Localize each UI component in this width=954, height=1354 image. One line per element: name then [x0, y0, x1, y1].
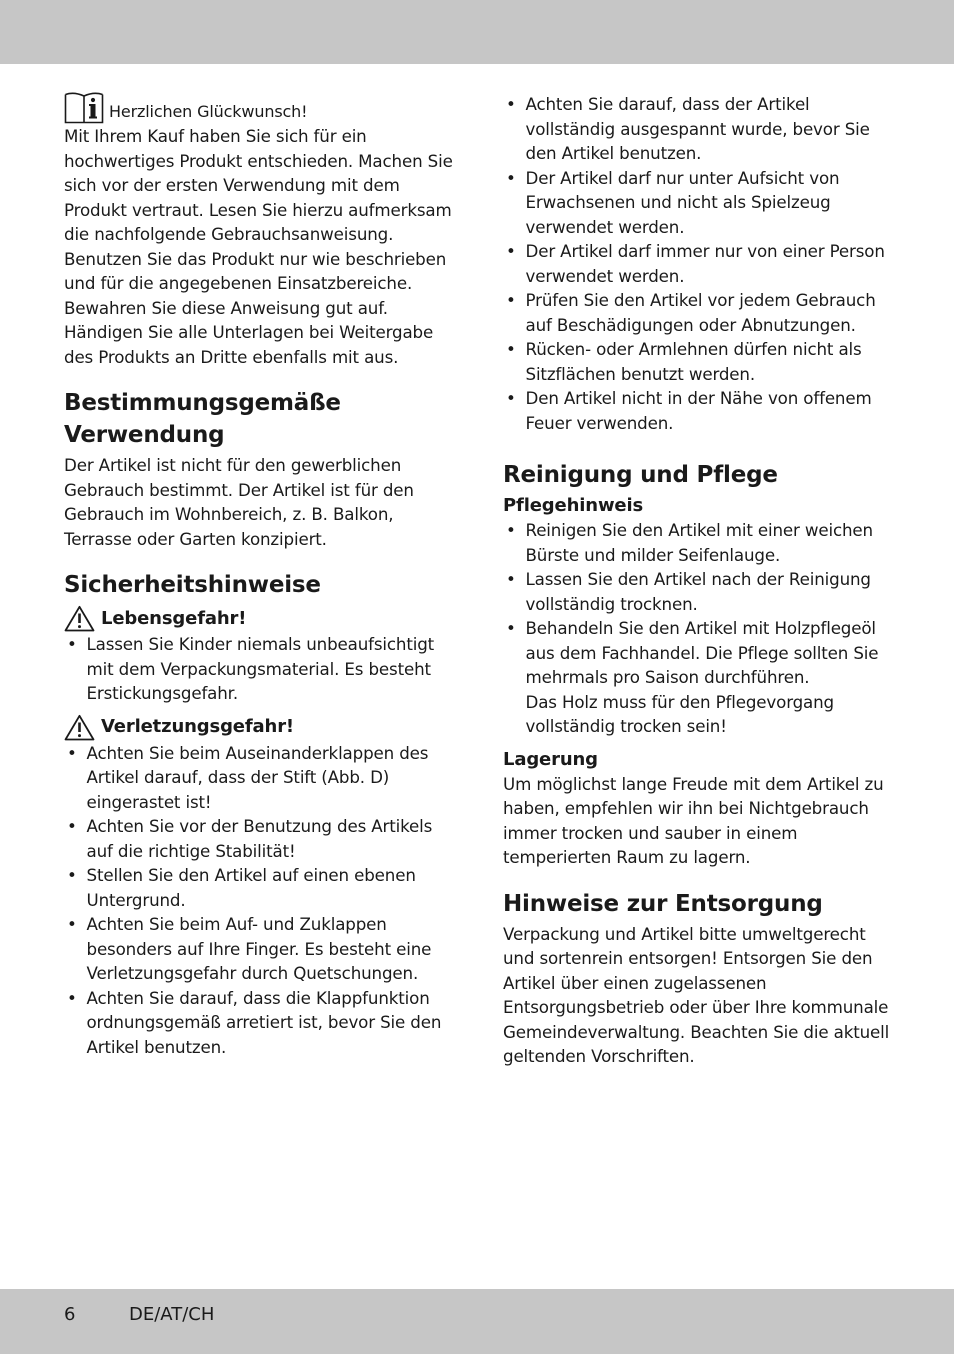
- right-column: [503, 92, 891, 1069]
- list-item: • Achten Sie darauf, dass der Artikel vollständig ausgespannt wurde, bevor Sie den Artikel benutzen.: [503, 92, 891, 166]
- list-item: • Stellen Sie den Artikel auf einen ebenen Untergrund.: [64, 863, 456, 912]
- list-item: • Reinigen Sie den Artikel mit einer weichen Bürste und milder Seifenlauge.: [503, 518, 891, 567]
- safety-heading: Sicherheitshinweise: [64, 572, 321, 598]
- list-item: • Den Artikel nicht in der Nähe von offenem Feuer verwenden.: [503, 386, 891, 435]
- danger-injury-text: Verletzungsgefahr!: [101, 716, 294, 737]
- storage-subheading: Lagerung: [503, 748, 598, 770]
- purpose-heading: Bestimmungsgemäße Verwendung: [64, 390, 341, 448]
- page-number: 6: [64, 1304, 76, 1325]
- list-item: • Achten Sie beim Auf- und Zuklappen besonders auf Ihre Finger. Es besteht eine Verletzungsgefahr durch Quetschungen.: [64, 912, 456, 986]
- cleaning-heading: Reinigung und Pflege: [503, 462, 778, 488]
- care-subheading: Pflegehinweis: [503, 495, 644, 516]
- intro-paragraph-1: Mit Ihrem Kauf haben Sie sich für ein hochwertiges Produkt entschieden. Machen Sie sich vor der ersten Verwendung mit dem Produkt vertraut. Lesen Sie hierzu aufmerksam die nachfolgende Gebrauchsanweisung. Benutzen Sie das Produkt nur wie beschrieben und für die angegebenen Einsatzbereiche.: [64, 126, 453, 293]
- warning-triangle-icon: [64, 605, 95, 632]
- danger-life-label: [64, 605, 456, 632]
- danger-injury-label: [64, 714, 456, 741]
- header-band: [0, 0, 954, 64]
- disposal-text: Verpackung und Artikel bitte umweltgerecht und sortenrein entsorgen! Entsorgen Sie den Artikel über einen zugelassenen Entsorgungsbetrieb oder über Ihre kommunale Gemeindeverwaltung. Beachten Sie die aktuell geltenden Vorschriften.: [503, 923, 890, 1066]
- storage-text: Um möglichst lange Freude mit dem Artikel zu haben, empfehlen wir ihn bei Nichtgebrauch immer trocken und sauber in einem temperierten Raum zu lagern.: [503, 773, 884, 867]
- list-item: • Achten Sie vor der Benutzung des Artikels auf die richtige Stabilität!: [64, 814, 456, 863]
- left-column: [64, 92, 456, 1059]
- warning-triangle-icon: [64, 714, 95, 741]
- list-item: • Achten Sie beim Auseinanderklappen des Artikel darauf, dass der Stift (Abb. D) eingerastet ist!: [64, 741, 456, 815]
- care-item-continuation: Das Holz muss für den Pflegevorgang vollständig trocken sein!: [525, 691, 835, 736]
- danger-life-list: [64, 632, 456, 706]
- intro-paragraph-2: Bewahren Sie diese Anweisung gut auf. Händigen Sie alle Unterlagen bei Weitergabe des Produkts an Dritte ebenfalls mit aus.: [64, 297, 434, 367]
- intro-greeting: Herzlichen Glückwunsch!: [109, 101, 308, 121]
- language-code: DE/AT/CH: [129, 1304, 215, 1325]
- list-item: • Der Artikel darf nur unter Aufsicht von Erwachsenen und nicht als Spielzeug verwendet werden.: [503, 166, 891, 240]
- intro-greeting-line: [64, 92, 456, 124]
- list-item: [503, 616, 891, 739]
- care-item-text: Behandeln Sie den Artikel mit Holzpflegeöl aus dem Fachhandel. Die Pflege sollten Sie mehrmals pro Saison durchführen.: [525, 618, 879, 687]
- safety-more-list: [503, 92, 891, 435]
- info-book-icon: [64, 92, 104, 124]
- list-item: • Der Artikel darf immer nur von einer Person verwendet werden.: [503, 239, 891, 288]
- list-item: • Lassen Sie Kinder niemals unbeaufsichtigt mit dem Verpackungsmaterial. Es besteht Erstickungsgefahr.: [64, 632, 456, 706]
- disposal-heading: Hinweise zur Entsorgung: [503, 890, 823, 917]
- list-item: • Rücken- oder Armlehnen dürfen nicht als Sitzflächen benutzt werden.: [503, 337, 891, 386]
- list-item: • Achten Sie darauf, dass die Klappfunktion ordnungsgemäß arretiert ist, bevor Sie den Artikel benutzen.: [64, 986, 456, 1060]
- purpose-text: Der Artikel ist nicht für den gewerblichen Gebrauch bestimmt. Der Artikel ist für den Gebrauch im Wohnbereich, z. B. Balkon, Terrasse oder Garten konzipiert.: [64, 455, 414, 549]
- danger-life-text: Lebensgefahr!: [101, 607, 247, 629]
- list-item: • Prüfen Sie den Artikel vor jedem Gebrauch auf Beschädigungen oder Abnutzungen.: [503, 288, 891, 337]
- care-list: [503, 518, 891, 739]
- danger-injury-list: [64, 741, 456, 1060]
- list-item: • Lassen Sie den Artikel nach der Reinigung vollständig trocknen.: [503, 567, 891, 616]
